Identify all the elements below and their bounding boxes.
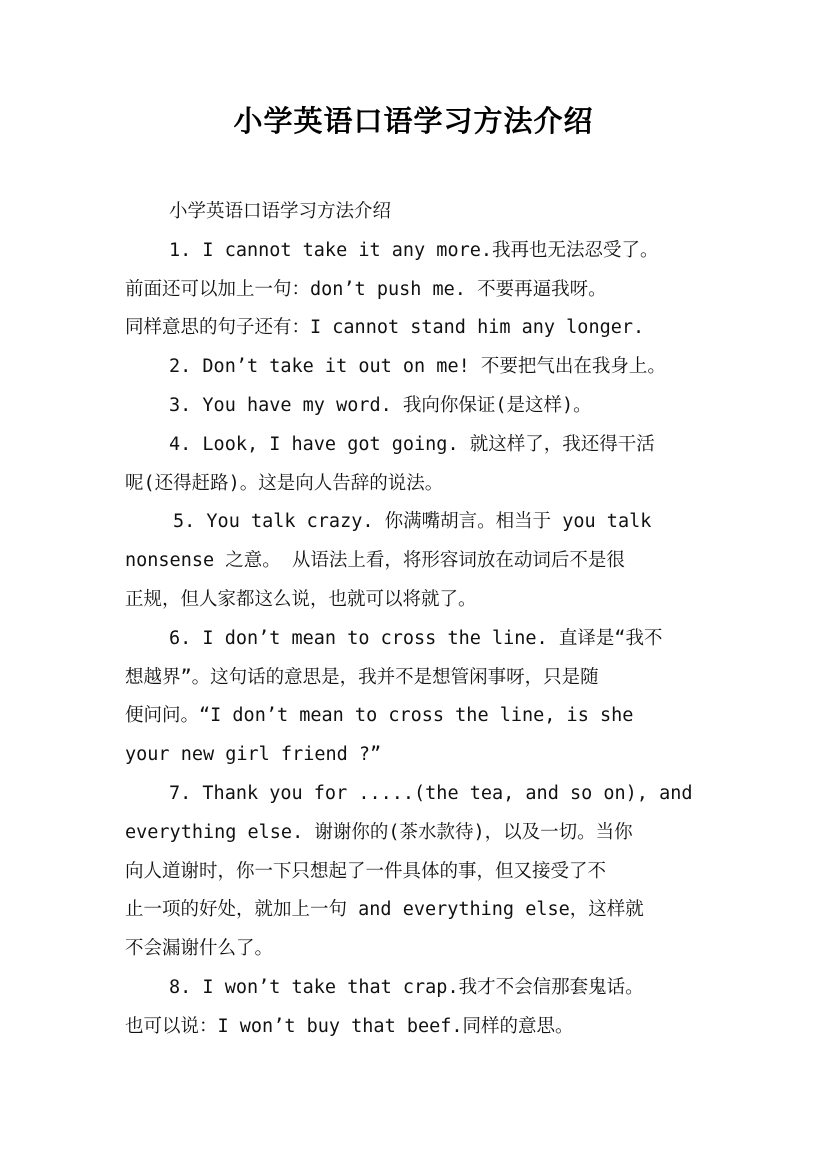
document-title: 小学英语口语学习方法介绍 [233, 104, 594, 138]
text-line: 向人道谢时，你一下只想起了一件具体的事，但又接受了不 [125, 860, 607, 882]
text-line: 同样意思的句子还有：I cannot stand him any longer. [125, 317, 645, 339]
text-line: everything else. 谢谢你的(茶水款待)，以及一切。当你 [125, 821, 633, 843]
text-line: 3. You have my word. 我向你保证(是这样)。 [169, 394, 592, 416]
text-line: your new girl friend ?” [125, 744, 382, 766]
text-line: nonsense 之意。 从语法上看，将形容词放在动词后不是很 [125, 550, 625, 572]
text-line: 想越界”。这句话的意思是，我并不是想管闲事呀，只是随 [125, 666, 599, 688]
text-line: 1. I cannot take it any more.我再也无法忍受了。 [169, 239, 659, 261]
text-line: 8. I won’t take that crap.我才不会信那套鬼话。 [169, 976, 644, 998]
text-line: 5. You talk crazy. 你满嘴胡言。相当于 you talk [173, 511, 652, 533]
document-body [125, 193, 725, 1047]
text-line: 止一项的好处，就加上一句 and everything else，这样就 [125, 899, 644, 921]
text-line: 4. Look, I have got going. 就这样了，我还得干活 [169, 433, 655, 455]
text-line: 2. Don’t take it out on me! 不要把气出在我身上。 [169, 356, 666, 378]
text-line: 前面还可以加上一句：don’t push me. 不要再逼我呀。 [125, 278, 607, 300]
text-line: 小学英语口语学习方法介绍 [169, 201, 392, 222]
text-line: 不会漏谢什么了。 [125, 938, 274, 960]
text-line: 7. Thank you for .....(the tea, and so on), and [169, 782, 693, 804]
text-line: 6. I don’t mean to cross the line. 直译是“我不 [169, 627, 663, 649]
text-line: 也可以说：I won’t buy that beef.同样的意思。 [125, 1015, 574, 1037]
text-line: 便问问。“I don’t mean to cross the line, is she [125, 705, 634, 727]
text-line: 正规，但人家都这么说，也就可以将就了。 [125, 588, 477, 610]
text-line: 呢(还得赶路)。这是向人告辞的说法。 [125, 472, 444, 494]
